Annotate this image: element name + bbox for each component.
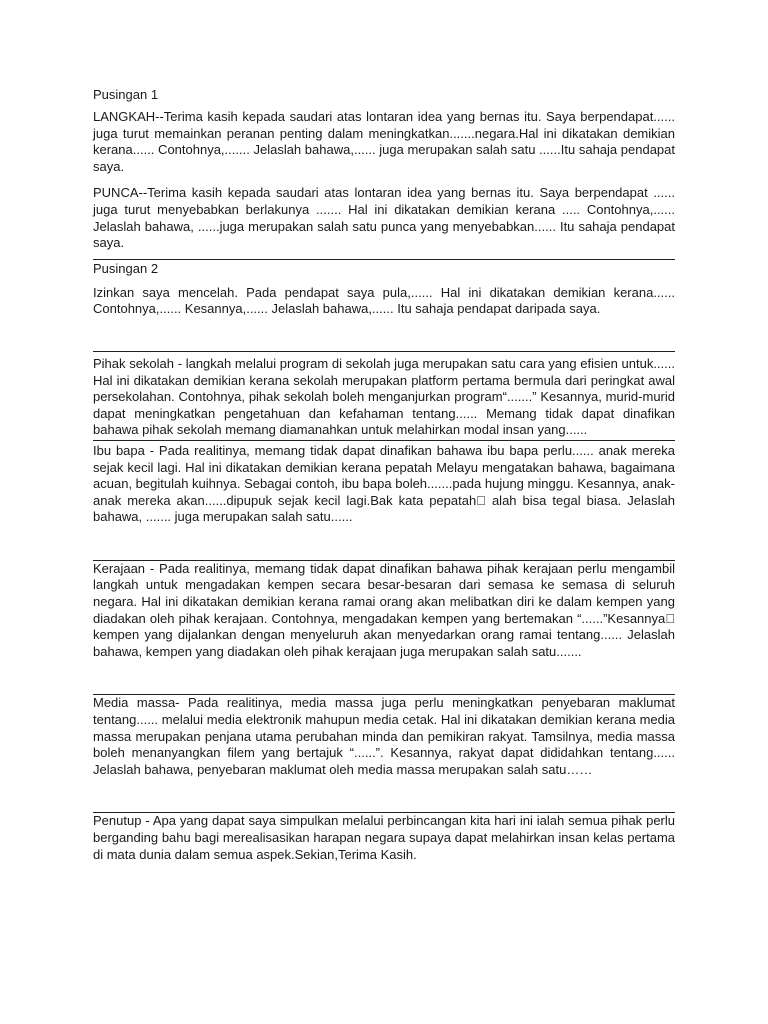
section-kerajaan: Kerajaan - Pada realitinya, memang tidak dapat dinafikan bahawa pihak kerajaan perlu mengambil langkah untuk mengadakan kempen secara besar-besaran dari semasa ke semasa di seluruh negara. Hal ini dikatakan demikian kerana ramai orang akan melibatkan diri ke dalam kempen yang diadakan oleh pihak kerajaan. Contohnya, mengadakan kempen yang bertemakan “......”Kesannya kempen yang dijalankan dengan menyeluruh akan menyedarkan orang ramai tentang...... Jelaslah bahawa, kempen yang diadakan oleh pihak kerajaan juga merupakan salah satu.......: [93, 560, 675, 659]
section-pihak-sekolah: Pihak sekolah - langkah melalui program di sekolah juga merupakan satu cara yang efisien untuk...... Hal ini dikatakan demikian kerana sekolah merupakan platform pertama bermula dari peringkat awal persekolahan. Contohnya, pihak sekolah boleh menganjurkan program“.......” Kesannya, murid-murid dapat meningkatkan pengetahuan dan kefahaman tentang...... Memang tidak dapat dinafikan bahawa pihak sekolah memang diamanahkan untuk melahirkan modal insan yang......: [93, 355, 675, 438]
langkah-paragraph: LANGKAH--Terima kasih kepada saudari atas lontaran idea yang bernas itu. Saya berpendapat...... juga turut memainkan peranan penting dalam meningkatkan.......negara.Hal ini dikatakan demikian kerana...... Contohnya,....... Jelaslah bahawa,...... juga merupakan salah satu ......Itu sahaja pendapat saya.: [93, 109, 675, 174]
document-page: [93, 86, 675, 863]
round1-title: Pusingan 1: [93, 87, 159, 102]
divider: [93, 440, 675, 441]
section-ibu-bapa: Ibu bapa - Pada realitinya, memang tidak dapat dinafikan bahawa ibu bapa perlu...... anak mereka sejak kecil lagi. Hal ini dikatakan demikian kerana pepatah Melayu mengatakan bahawa, bagaimana acuan, begitulah kuihnya. Sebagai contoh, ibu bapa boleh.......pada hujung minggu. Kesannya, anak-anak mereka akan......dipupuk sejak kecil lagi.Bak kata pepatah alah bisa tegal biasa. Jelaslah bahawa, ....... juga merupakan salah satu......: [93, 442, 675, 525]
round2-title: Pusingan 2: [93, 260, 159, 276]
round2-paragraph: Izinkan saya mencelah. Pada pendapat saya pula,...... Hal ini dikatakan demikian kerana...... Contohnya,...... Kesannya,...... Jelaslah bahawa,...... Itu sahaja pendapat daripada saya.: [93, 284, 675, 317]
divider: [93, 351, 675, 352]
punca-paragraph: PUNCA--Terima kasih kepada saudari atas lontaran idea yang bernas itu. Saya berpendapat ...... juga turut menyebabkan berlakunya ....... Hal ini dikatakan demikian kerana ..... Contohnya,...... Jelaslah bahawa, ......juga merupakan salah satu punca yang menyebabkan...... Itu sahaja pendapat saya.: [93, 185, 675, 251]
section-media-massa: Media massa- Pada realitinya, media massa juga perlu meningkatkan penyebaran maklumat tentang...... melalui media elektronik mahupun media cetak. Hal ini dikatakan demikian kerana media massa merupakan penjana utama perubahan minda dan pemikiran rakyat. Tamsilnya, media massa boleh menanyangkan filem yang bertajuk “......”. Kesannya, rakyat dapat dididahkan tentang...... Jelaslah bahawa, penyebaran maklumat oleh media massa merupakan salah satu……: [93, 695, 675, 777]
section-penutup: Penutup - Apa yang dapat saya simpulkan melalui perbincangan kita hari ini ialah semua pihak perlu berganding bahu bagi merealisasikan harapan negara supaya dapat melahirkan insan kelas pertama di mata dunia dalam semua aspek.Sekian,Terima Kasih.: [93, 813, 675, 862]
